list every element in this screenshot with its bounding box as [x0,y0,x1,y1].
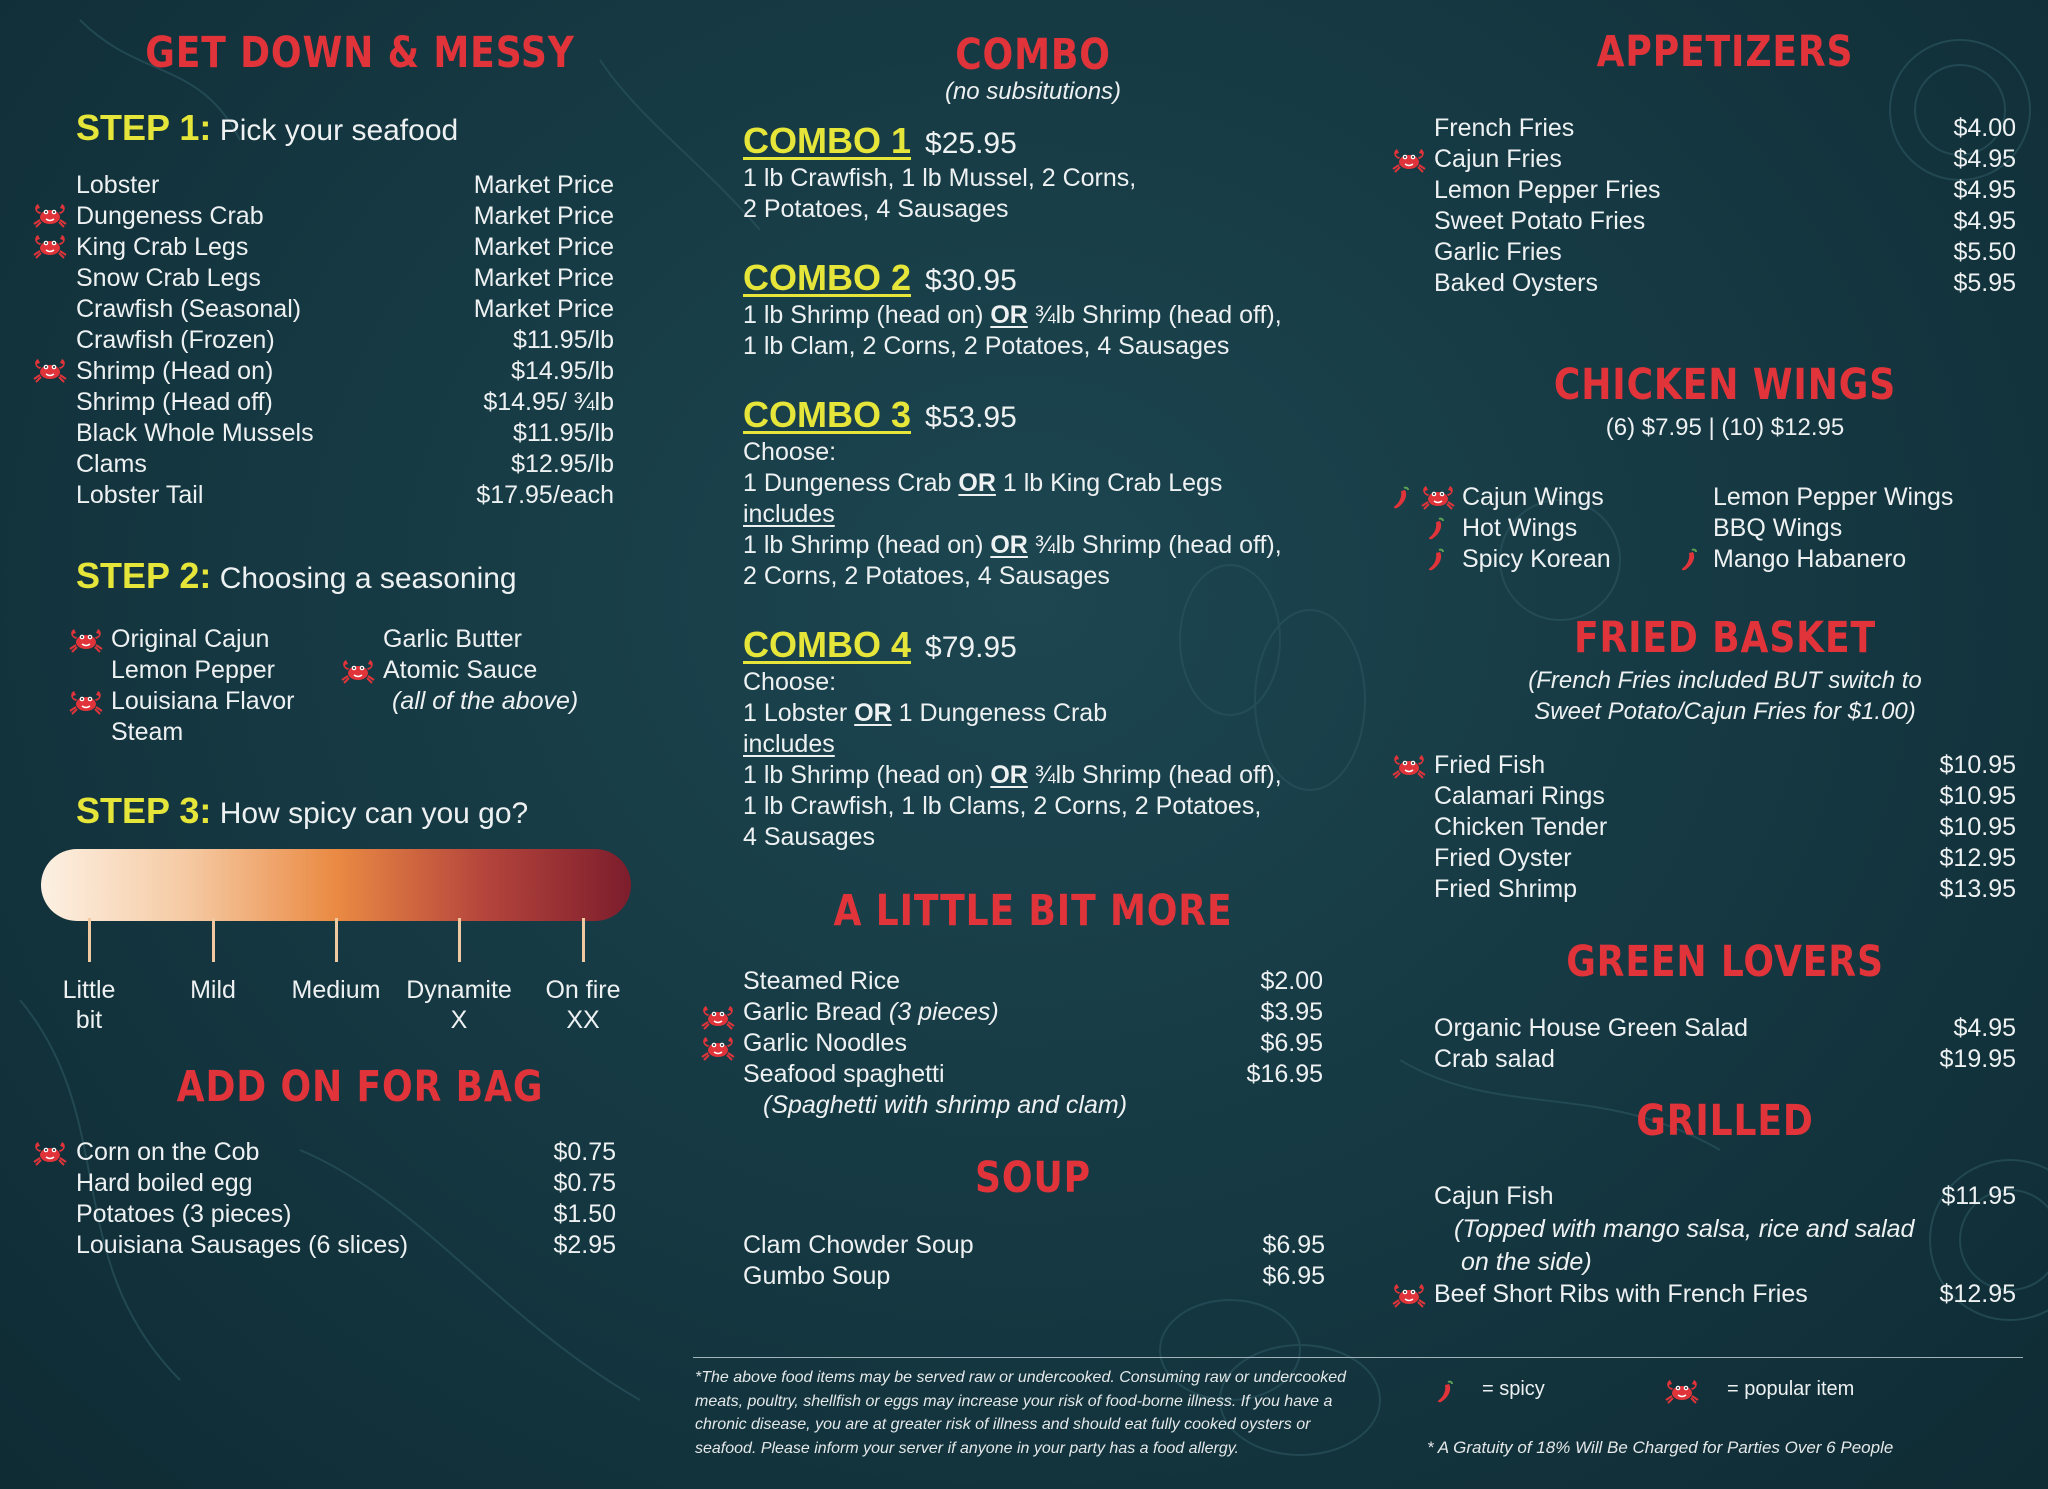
seasoning-option: Steam [111,718,184,746]
seasoning-option: Lemon Pepper [111,656,276,684]
menu-item [1434,843,2016,874]
step-2-heading [76,555,517,597]
item-price: $12.95/lb [511,450,614,478]
menu-item [743,1028,1323,1059]
combo-4-heading [743,624,1017,666]
wing-flavor: Cajun Wings [1462,483,1604,511]
menu-item [76,356,614,387]
menu-item [1434,1013,2016,1044]
footer-divider [693,1357,2023,1358]
seasoning-option: Louisiana Flavor [111,687,295,715]
spice-tick [335,918,338,962]
combo-4-line: 1 Lobster OR 1 Dungeness Crab [743,699,1108,727]
popular-crab-icon [1391,147,1427,173]
item-price: Market Price [473,233,614,261]
item-name: Lemon Pepper Fries [1434,176,1661,204]
menu-item [76,263,614,294]
combo-4-line: 1 lb Crawfish, 1 lb Clams, 2 Corns, 2 Potatoes, [743,792,1262,820]
combo-3-line: Choose: [743,438,837,466]
item-name: Crawfish (Seasonal) [76,295,302,323]
item-name: Beef Short Ribs with French Fries [1434,1280,1808,1308]
popular-crab-icon [1391,753,1427,779]
menu-item [76,232,614,263]
menu-item [1434,812,2016,843]
menu-item [76,480,614,511]
menu-item [1434,1181,2016,1212]
spice-tick [582,918,585,962]
item-price: $2.95 [553,1231,616,1259]
menu-item [76,1137,616,1168]
wing-flavor: Mango Habanero [1713,545,1907,573]
spice-level-label: Mild [190,976,236,1004]
popular-crab-icon [1664,1378,1700,1404]
wing-flavor: Lemon Pepper Wings [1713,483,1954,511]
item-price: $6.95 [1262,1262,1325,1290]
item-name: Clam Chowder Soup [743,1231,974,1259]
item-note: (Spaghetti with shrimp and clam) [763,1091,1128,1119]
item-price: $4.95 [1953,1014,2016,1042]
section-title-green-lovers: GREEN LOVERS [1566,937,1884,987]
popular-crab-icon [32,233,68,259]
item-price: $1.50 [553,1200,616,1228]
step-2-number: STEP 2: [76,555,212,596]
wing-flavor: Hot Wings [1462,514,1578,542]
item-name: Corn on the Cob [76,1138,260,1166]
popular-crab-icon [68,689,104,715]
menu-item [1434,874,2016,905]
menu-item [1434,144,2016,175]
item-price: Market Price [473,295,614,323]
combo-3-line: includes [743,500,835,528]
item-price: $0.75 [553,1169,616,1197]
item-price: Market Price [473,171,614,199]
spicy-pepper-icon [1436,1380,1454,1404]
popular-crab-icon [32,202,68,228]
item-name: French Fries [1434,114,1575,142]
item-price: $4.00 [1953,114,2016,142]
item-name: Garlic Bread (3 pieces) [743,998,999,1026]
item-name: Calamari Rings [1434,782,1605,810]
popular-crab-icon [340,658,376,684]
combo-2-line: 1 lb Shrimp (head on) OR ¾lb Shrimp (head off), [743,301,1282,329]
item-price: $12.95 [1939,1280,2016,1308]
menu-item [76,170,614,201]
item-name: Garlic Noodles [743,1029,907,1057]
item-price: $11.95/lb [512,326,614,354]
section-title-combo: COMBO [955,30,1111,80]
seasoning-option: Atomic Sauce [383,656,538,684]
menu-item [76,387,614,418]
step-3-label: How spicy can you go? [219,797,529,830]
wing-flavor: Spicy Korean [1462,545,1611,573]
combo-4-line: Choose: [743,668,837,696]
combo-3-heading [743,394,1017,436]
combo-3-line: 1 lb Shrimp (head on) OR ¾lb Shrimp (head off), [743,531,1282,559]
item-name: Hard boiled egg [76,1169,253,1197]
menu-item [743,966,1323,997]
combo-2-line: 1 lb Clam, 2 Corns, 2 Potatoes, 4 Sausages [743,332,1230,360]
menu-item [76,418,614,449]
spicy-pepper-icon [1427,548,1445,572]
item-note: on the side) [1461,1248,1592,1276]
popular-crab-icon [68,627,104,653]
legend-popular-label: = popular item [1727,1378,1855,1400]
combo-name: COMBO 3 [743,394,912,435]
combo-name: COMBO 2 [743,257,912,298]
item-name: Organic House Green Salad [1434,1014,1749,1042]
section-title-fried-basket: FRIED BASKET [1573,613,1877,663]
item-price: $6.95 [1260,1029,1323,1057]
menu-item [76,1199,616,1230]
menu-item [1434,175,2016,206]
menu-item [1434,206,2016,237]
spice-level-label: Dynamite X [406,976,512,1034]
seasoning-option: Garlic Butter [383,625,522,653]
combo-1-line: 2 Potatoes, 4 Sausages [743,195,1009,223]
combo-2-heading [743,257,1017,299]
combo-1-heading [743,120,1017,162]
item-price: $10.95 [1939,813,2016,841]
step-3-heading [76,790,528,832]
popular-crab-icon [700,1004,736,1030]
item-price: $2.00 [1260,967,1323,995]
section-title-appetizers: APPETIZERS [1596,27,1854,77]
item-name: Fried Oyster [1434,844,1572,872]
item-name: Black Whole Mussels [76,419,314,447]
popular-crab-icon [1420,484,1456,510]
spice-level-label: Little bit [62,976,116,1034]
combo-4-line: 1 lb Shrimp (head on) OR ¾lb Shrimp (head off), [743,761,1282,789]
section-title-get-down-messy: GET DOWN & MESSY [145,28,575,78]
menu-item [1434,781,2016,812]
menu-item [1434,268,2016,299]
spice-level-label: Medium [291,976,381,1004]
item-price: $19.95 [1939,1045,2016,1073]
item-name: Snow Crab Legs [76,264,261,292]
spice-tick [88,918,91,962]
menu-item [743,1230,1325,1261]
item-name: Shrimp (Head on) [76,357,274,385]
spice-tick [458,918,461,962]
menu-item [76,325,614,356]
spice-level-bar [40,848,632,922]
item-name: Chicken Tender [1434,813,1608,841]
item-price: $6.95 [1262,1231,1325,1259]
combo-price: $79.95 [925,631,1017,664]
menu-item [76,1230,616,1261]
item-name: Fried Fish [1434,751,1546,779]
item-name: King Crab Legs [76,233,249,261]
item-name: Steamed Rice [743,967,901,995]
item-price: $13.95 [1939,875,2016,903]
combo-name: COMBO 1 [743,120,912,161]
item-price: $4.95 [1953,207,2016,235]
item-name: Sweet Potato Fries [1434,207,1646,235]
item-name: Lobster Tail [76,481,204,509]
item-note: (Topped with mango salsa, rice and salad [1454,1215,1915,1243]
item-name: Potatoes (3 pieces) [76,1200,292,1228]
item-price: Market Price [473,202,614,230]
spice-level-label: On fire XX [545,976,621,1034]
gratuity-note: * A Gratuity of 18% Will Be Charged for Parties Over 6 People [1427,1438,1894,1457]
item-price: $3.95 [1260,998,1323,1026]
popular-crab-icon [1391,1282,1427,1308]
combo-name: COMBO 4 [743,624,912,665]
combo-3-line: 2 Corns, 2 Potatoes, 4 Sausages [743,562,1110,590]
spicy-pepper-icon [1680,548,1698,572]
popular-crab-icon [32,1140,68,1166]
item-price: $16.95 [1246,1060,1323,1088]
item-price: $4.95 [1953,145,2016,173]
menu-item [743,997,1323,1028]
item-name: Louisiana Sausages (6 slices) [76,1231,409,1259]
popular-crab-icon [700,1035,736,1061]
step-3-number: STEP 3: [76,790,212,831]
section-title-little-bit-more: A LITTLE BIT MORE [833,886,1233,936]
combo-price: $25.95 [925,127,1017,160]
basket-note: Sweet Potato/Cajun Fries for $1.00) [1534,698,1916,725]
menu-item [1434,750,2016,781]
item-name: Baked Oysters [1434,269,1598,297]
item-price: $0.75 [553,1138,616,1166]
item-name: Garlic Fries [1434,238,1562,266]
basket-note: (French Fries included BUT switch to [1528,667,1922,694]
item-price: $17.95/each [476,481,614,509]
combo-price: $53.95 [925,401,1017,434]
menu-item [1434,1279,2016,1310]
popular-crab-icon [32,357,68,383]
step-1-heading [76,107,458,149]
food-safety-disclaimer: *The above food items may be served raw or undercooked. Consuming raw or undercooked meats, poultry, shellfish or eggs may increase your risk of food-borne illness. If you have a chronic disease, you are at greater risk of illness and should eat fully cooked oysters or seafood. Please inform your server if anyone in your party has a food allergy. [695,1369,1347,1457]
item-name: Cajun Fish [1434,1182,1554,1210]
section-title-add-on: ADD ON FOR BAG [176,1062,544,1112]
step-2-label: Choosing a seasoning [219,562,517,595]
spicy-pepper-icon [1427,517,1445,541]
item-name: Cajun Fries [1434,145,1562,173]
spicy-pepper-icon [1392,486,1410,510]
combo-4-line: includes [743,730,835,758]
spice-tick [212,918,215,962]
item-price: $14.95/lb [511,357,614,385]
menu-item [76,449,614,480]
menu-item [76,294,614,325]
item-name: Seafood spaghetti [743,1060,945,1088]
item-price: $5.95 [1953,269,2016,297]
item-price: $14.95/ ¾lb [483,388,614,416]
item-price: $10.95 [1939,751,2016,779]
item-name: Fried Shrimp [1434,875,1578,903]
menu-item [76,201,614,232]
menu-item [1434,237,2016,268]
menu-item [743,1261,1325,1292]
item-name: Gumbo Soup [743,1262,891,1290]
combo-note: (no subsitutions) [944,78,1122,105]
menu-item [743,1059,1323,1090]
step-1-label: Pick your seafood [219,114,459,147]
menu-item [76,1168,616,1199]
item-name: Lobster [76,171,160,199]
seasoning-note: (all of the above) [392,687,579,715]
combo-3-line: 1 Dungeness Crab OR 1 lb King Crab Legs [743,469,1223,497]
menu-item [1434,1044,2016,1075]
combo-1-line: 1 lb Crawfish, 1 lb Mussel, 2 Corns, [743,164,1137,192]
item-name: Crawfish (Frozen) [76,326,275,354]
item-name: Dungeness Crab [76,202,264,230]
seasoning-option: Original Cajun [111,625,270,653]
item-price: $12.95 [1939,844,2016,872]
item-price: Market Price [473,264,614,292]
combo-4-line: 4 Sausages [743,823,876,851]
section-title-chicken-wings: CHICKEN WINGS [1553,360,1897,410]
item-price: $4.95 [1953,176,2016,204]
wings-price: (6) $7.95 | (10) $12.95 [1605,414,1845,441]
item-price: $11.95/lb [512,419,614,447]
item-price: $5.50 [1953,238,2016,266]
section-title-soup: SOUP [975,1153,1091,1203]
wing-flavor: BBQ Wings [1713,514,1843,542]
legend-spicy-label: = spicy [1482,1378,1545,1400]
item-name: Crab salad [1434,1045,1555,1073]
item-price: $11.95 [1941,1182,2016,1210]
section-title-grilled: GRILLED [1636,1096,1814,1146]
item-price: $10.95 [1939,782,2016,810]
step-1-number: STEP 1: [76,107,212,148]
item-name: Shrimp (Head off) [76,388,273,416]
item-name: Clams [76,450,147,478]
menu-item [1434,113,2016,144]
combo-price: $30.95 [925,264,1017,297]
